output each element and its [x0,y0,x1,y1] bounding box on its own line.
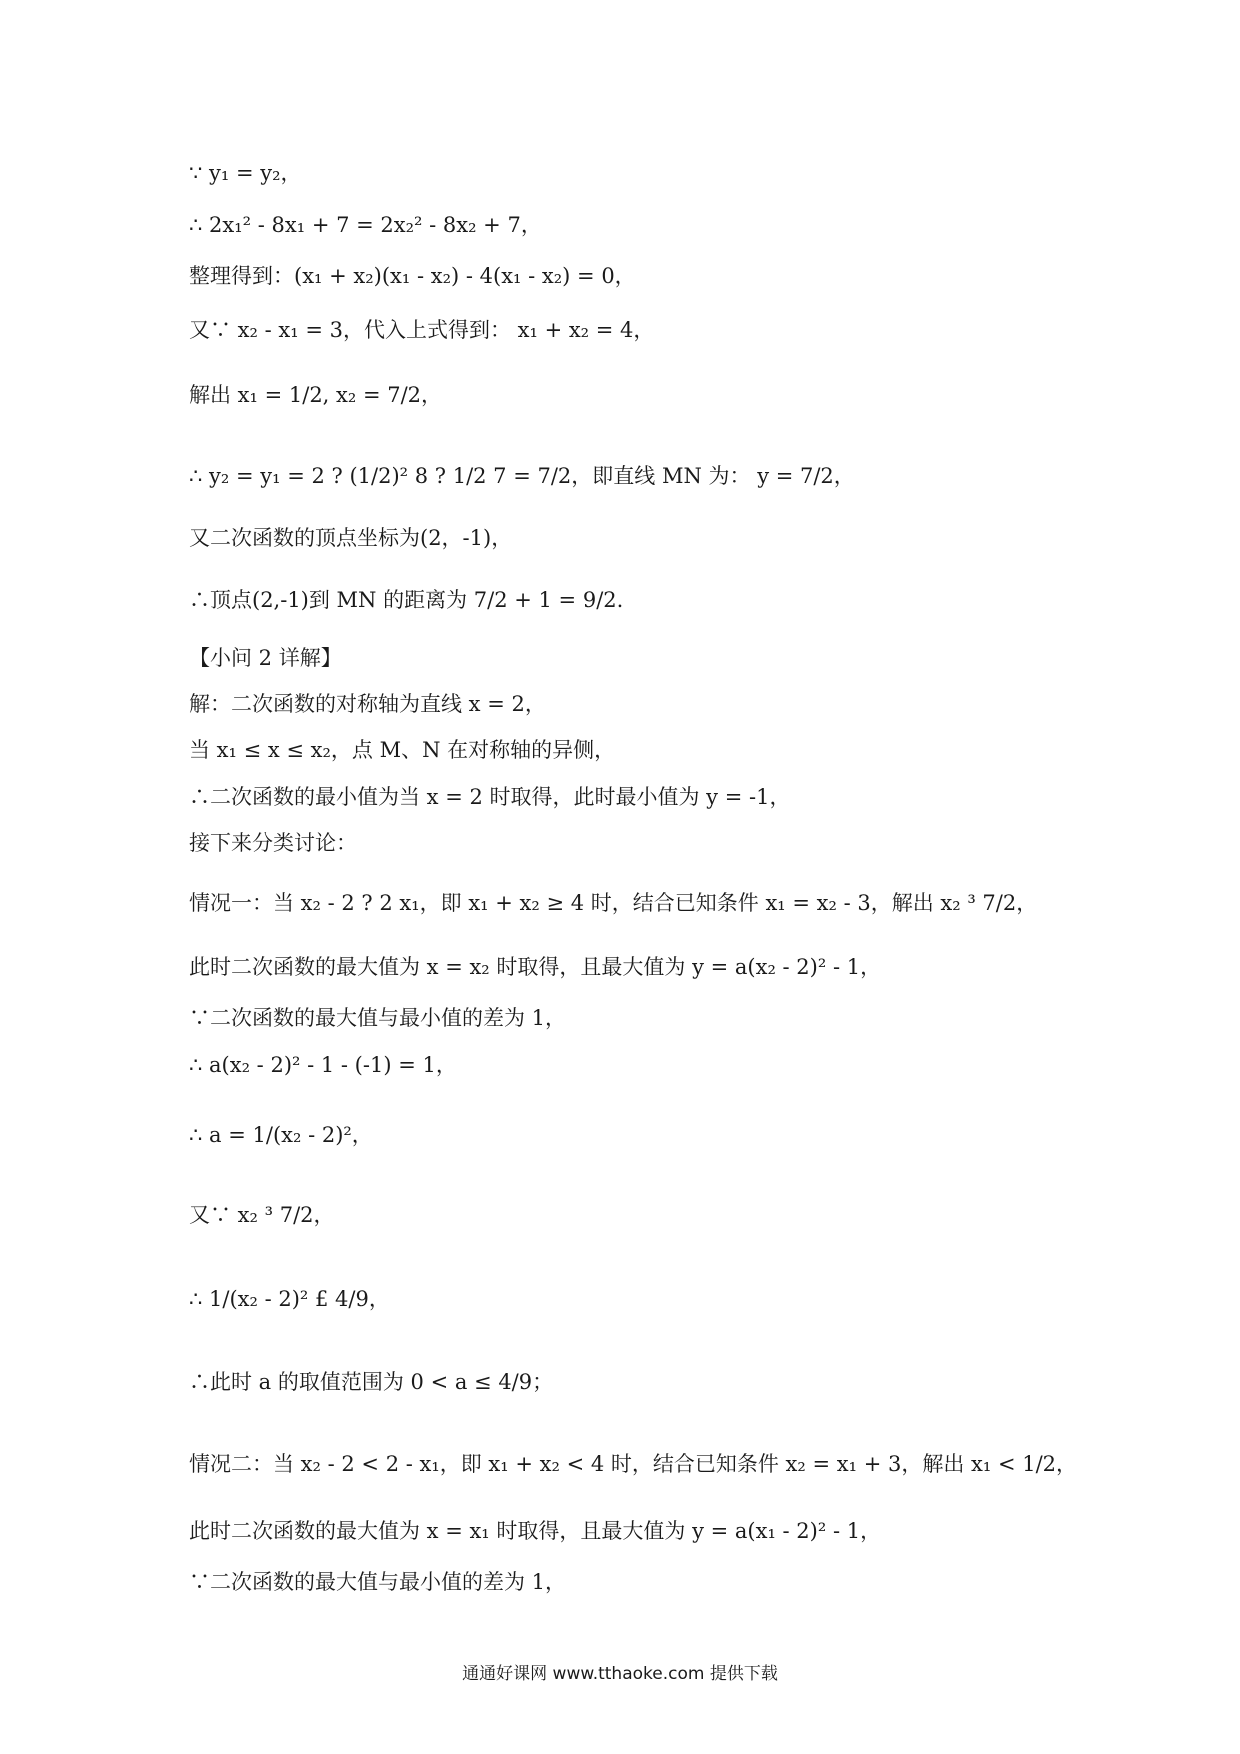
line-15: 此时二次函数的最大值为 x = x₂ 时取得，且最大值为 y = a(x₂ - 2)² - 1， [189,955,882,979]
line-17: ∴ a(x₂ - 2)² - 1 - (-1) = 1， [189,1053,457,1077]
line-10: 解：二次函数的对称轴为直线 x = 2， [189,692,546,716]
line-8: ∴顶点(2,-1)到 MN 的距离为 7/2 + 1 = 9/2. [189,588,624,612]
page-footer: 通通好课网 www.tthaoke.com 提供下载 [462,1664,778,1684]
line-20: ∴ 1/(x₂ - 2)² £ 4/9， [189,1287,390,1311]
line-23: 此时二次函数的最大值为 x = x₁ 时取得，且最大值为 y = a(x₁ - 2)² - 1， [189,1519,882,1543]
line-21: ∴此时 a 的取值范围为 0 < a ≤ 4/9； [189,1370,554,1394]
line-14: 情况一：当 x₂ - 2 ? 2 x₁，即 x₁ + x₂ ≥ 4 时，结合已知条件 x₁ = x₂ - 3，解出 x₂ ³ 7/2， [189,891,1038,915]
section-heading: 【小问 2 详解】 [189,646,342,670]
line-18: ∴ a = 1/(x₂ - 2)²， [189,1123,373,1147]
line-2: ∴ 2x₁² - 8x₁ + 7 = 2x₂² - 8x₂ + 7， [189,213,542,237]
line-12: ∴二次函数的最小值为当 x = 2 时取得，此时最小值为 y = -1， [189,785,791,809]
line-22: 情况二：当 x₂ - 2 < 2 - x₁，即 x₁ + x₂ < 4 时，结合已知条件 x₂ = x₁ + 3，解出 x₁ < 1/2， [189,1452,1078,1476]
line-6: ∴ y₂ = y₁ = 2 ? (1/2)² 8 ? 1/2 7 = 7/2，即直线 MN 为： y = 7/2， [189,464,855,488]
line-11: 当 x₁ ≤ x ≤ x₂，点 M、N 在对称轴的异侧， [189,738,616,762]
line-7: 又二次函数的顶点坐标为(2，-1)， [189,526,513,550]
line-19: 又∵ x₂ ³ 7/2， [189,1203,335,1227]
line-16: ∵二次函数的最大值与最小值的差为 1， [189,1006,567,1030]
line-24: ∵二次函数的最大值与最小值的差为 1， [189,1570,567,1594]
line-3: 整理得到：(x₁ + x₂)(x₁ - x₂) - 4(x₁ - x₂) = 0， [189,264,636,288]
line-4: 又∵ x₂ - x₁ = 3，代入上式得到： x₁ + x₂ = 4， [189,318,655,342]
line-5: 解出 x₁ = 1/2, x₂ = 7/2， [189,383,443,407]
line-13: 接下来分类讨论： [189,831,357,855]
line-1: ∵ y₁ = y₂， [189,161,302,185]
